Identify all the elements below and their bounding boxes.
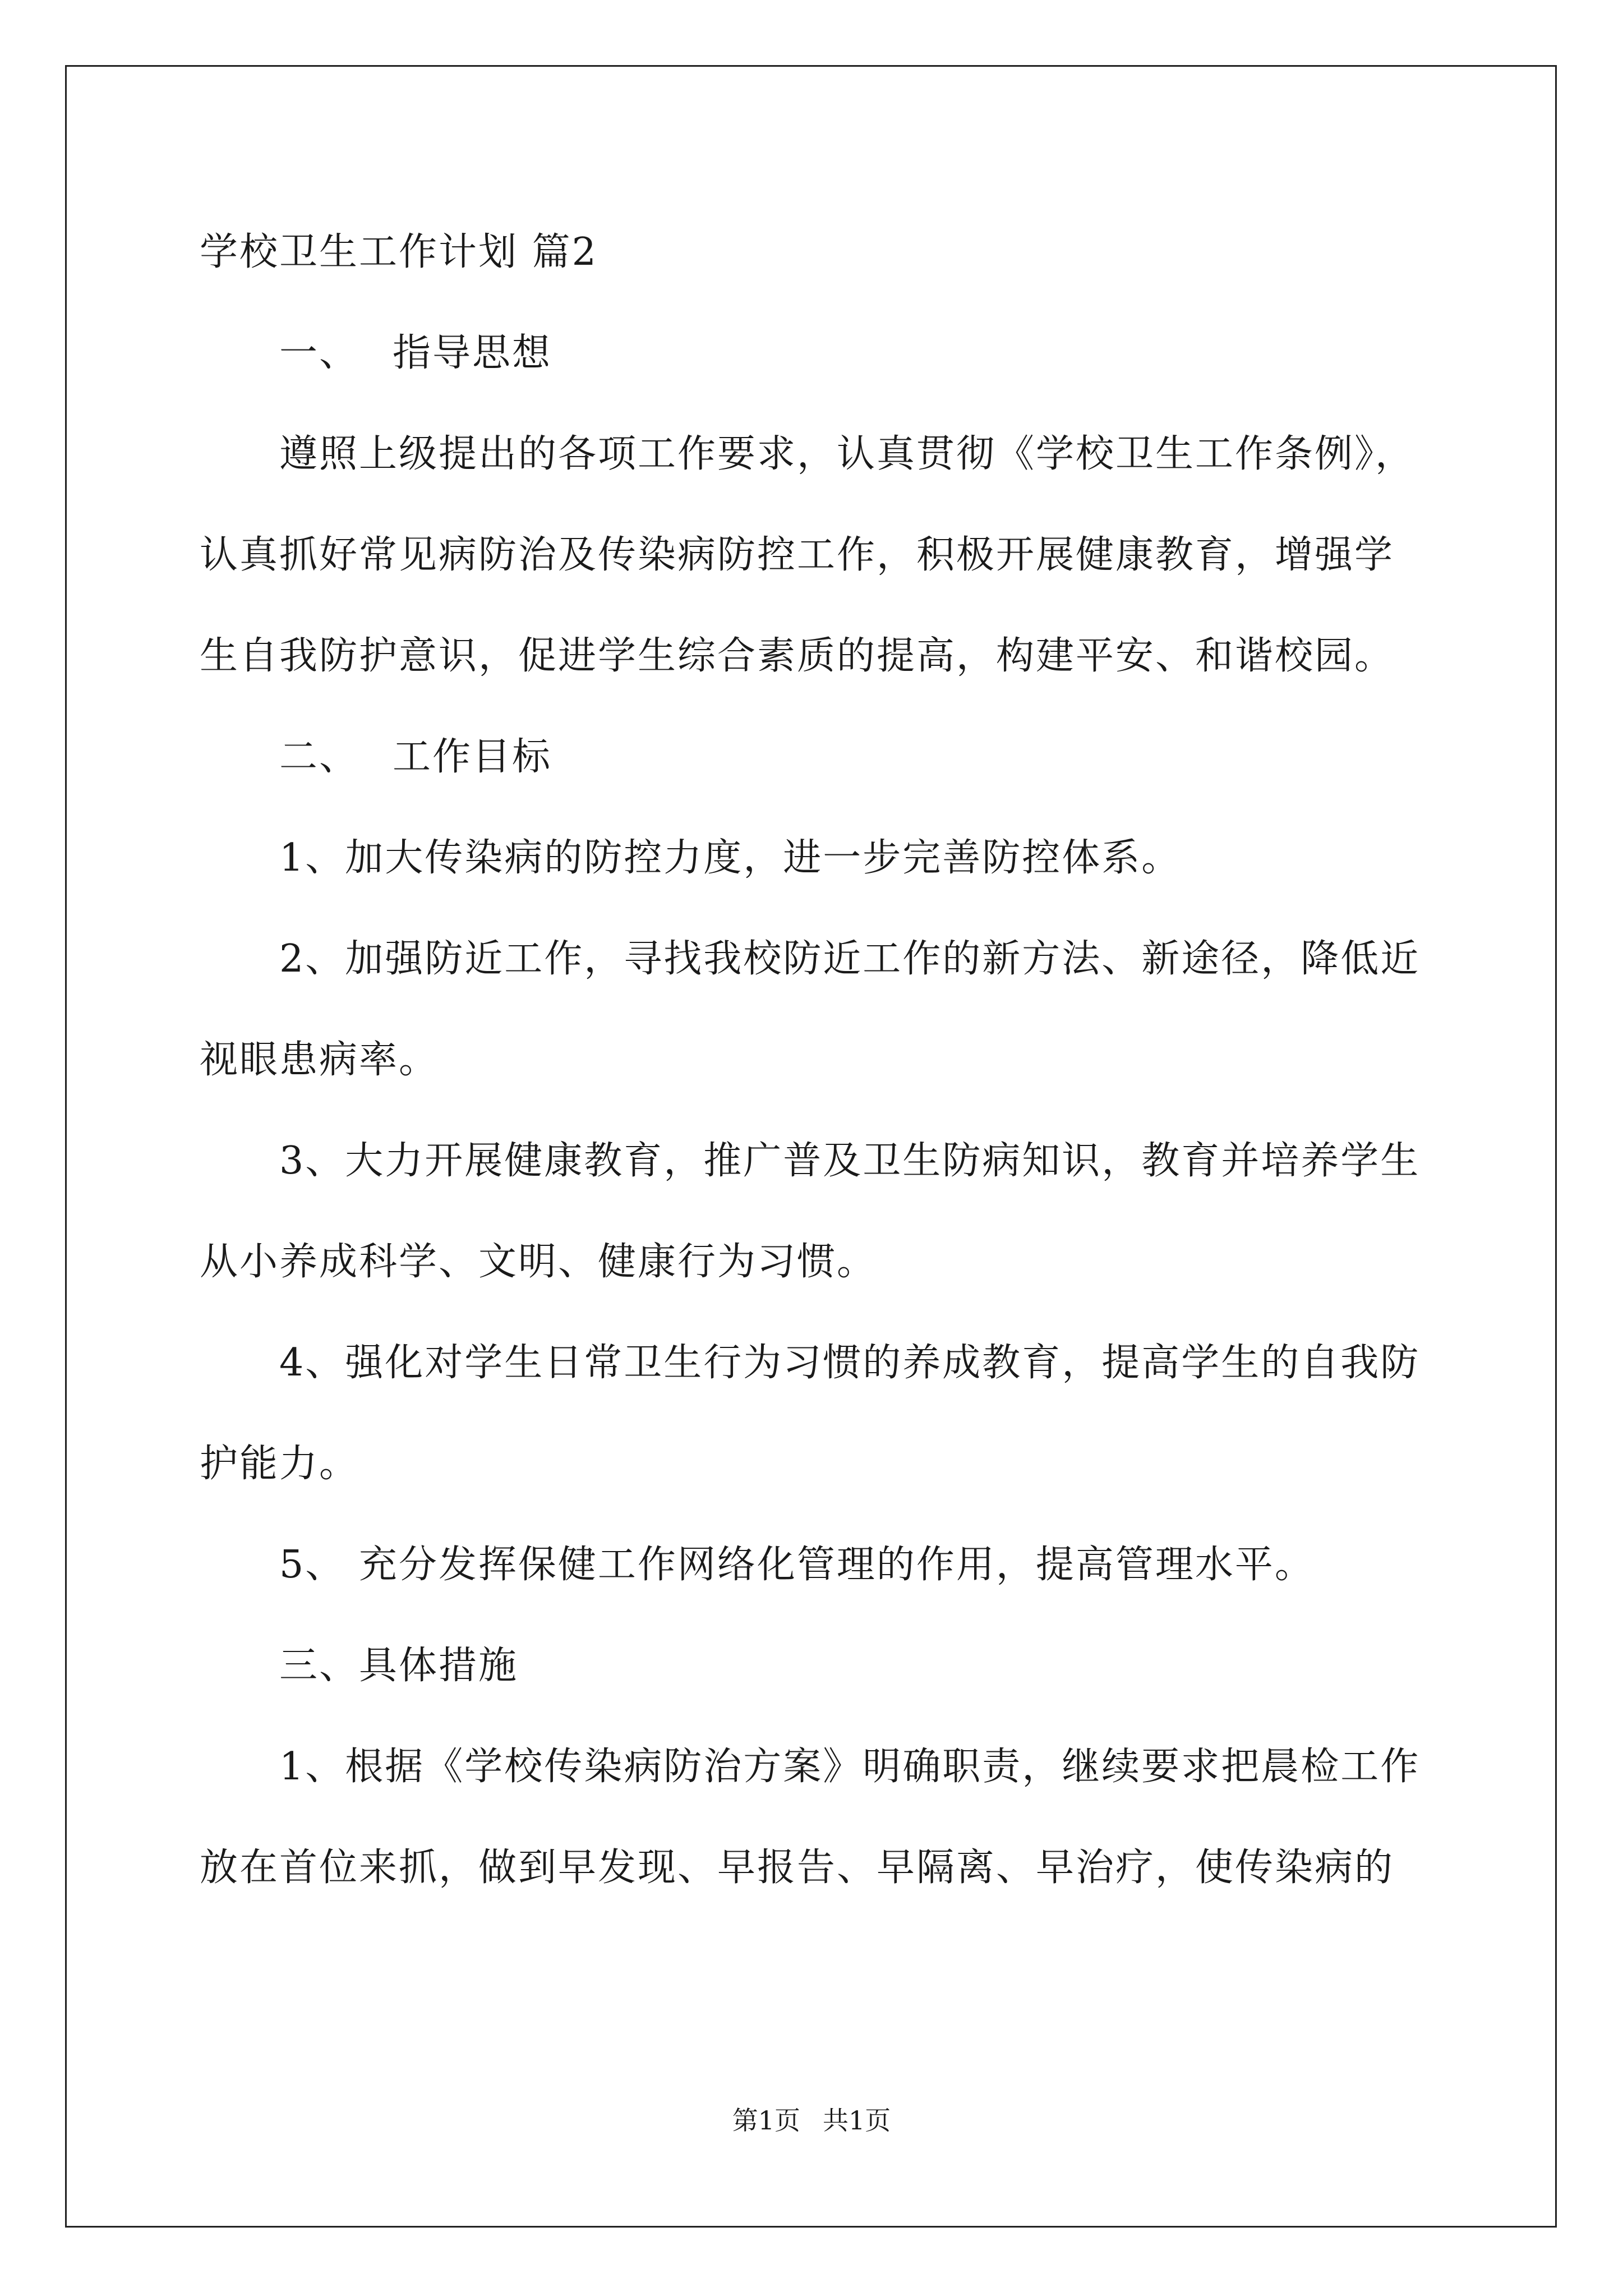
page-footer [0,2104,1623,2137]
goal-item-3-cont: 从小养成科学、文明、健康行为习惯。 [200,1240,877,1284]
goal-item-4-cont: 护能力。 [200,1442,359,1486]
section-heading-1-num: 一、 [279,331,359,375]
goal-item-5: 5、 充分发挥保健工作网络化管理的作用，提高管理水平。 [279,1543,1315,1587]
document-body [200,202,1445,1918]
page-number-total: 共1页 [823,2105,891,2136]
goal-item-2: 2、加强防近工作，寻找我校防近工作的新方法、新途径，降低近 [279,937,1421,981]
section-heading-2-num: 二、 [279,735,359,779]
section-heading-2 [200,707,1445,808]
goal-item-1: 1、加大传染病的防控力度，进一步完善防控体系。 [279,836,1182,880]
paragraph-line: 遵照上级提出的各项工作要求，认真贯彻《学校卫生工作条例》， [279,432,1415,476]
goal-item-3: 3、大力开展健康教育，推广普及卫生防病知识，教育并培养学生 [279,1139,1421,1183]
section-heading-2-text: 工作目标 [393,735,552,779]
section-heading-1 [200,303,1445,404]
paragraph-line: 生自我防护意识，促进学生综合素质的提高，构建平安、和谐校园。 [200,634,1395,678]
section-heading-1-text: 指导思想 [393,331,552,375]
paragraph-line: 认真抓好常见病防治及传染病防控工作，积极开展健康教育，增强学 [200,533,1395,577]
section-heading-3: 三、具体措施 [279,1644,519,1688]
measure-item-1-cont: 放在首位来抓，做到早发现、早报告、早隔离、早治疗，使传染病的 [200,1846,1395,1890]
measure-item-1: 1、根据《学校传染病防治方案》明确职责，继续要求把晨检工作 [279,1745,1421,1789]
goal-item-4: 4、强化对学生日常卫生行为习惯的养成教育，提高学生的自我防 [279,1341,1421,1385]
goal-item-2-cont: 视眼患病率。 [200,1038,439,1082]
document-title: 学校卫生工作计划 篇2 [200,230,598,274]
page-number-current: 第1页 [732,2105,800,2136]
